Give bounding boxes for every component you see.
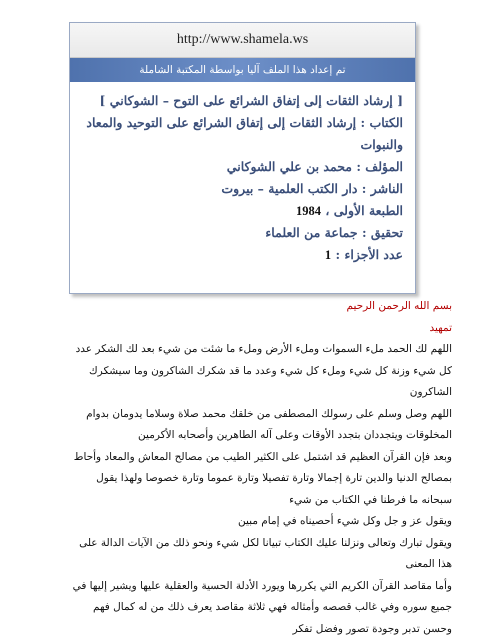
text-line: وأما مقاصد القرآن الكريم التي يكررها ويورد الأدلة الحسية والعقلية عليها ويشير إليها في	[72, 579, 452, 592]
text-line: كل شيء وزنة كل شيء وملء كل شيء وعدد ما قد شكرك الشاكرون وما سيشكرك	[89, 364, 452, 377]
text-line: ويقول تبارك وتعالى ونزلنا عليك الكتاب تبيانا لكل شيء ونحو ذلك من الآيات الدالة على	[79, 536, 452, 549]
author-line: المؤلف : محمد بن علي الشوكاني	[226, 159, 403, 174]
text-line: هذا المعنى	[405, 558, 452, 570]
book-metadata	[70, 82, 415, 266]
text-line: الشاكرون	[409, 386, 452, 398]
edition-line	[80, 200, 403, 222]
book-name-line: الكتاب : إرشاد الثقات إلى إتفاق الشرائع على التوحيد والمعاد	[86, 115, 403, 130]
text-line: وحسن تدبر وجودة تصور وفضل تفكر	[292, 622, 452, 635]
book-title-line: [ إرشاد الثقات إلى إتفاق الشرائع على التوح – الشوكاني ]	[99, 93, 403, 108]
text-line: سبحانه ما فرطنا في الكتاب من شيء	[289, 493, 452, 506]
text-line: وبعد فإن القرآن العظيم قد اشتمل على الكثير الطيب من مصالح المعاش والمعاد وأحاط	[73, 450, 452, 463]
text-line: اللهم وصل وسلم على رسولك المصطفى من خلقك محمد صلاة وسلاما يدومان بدوام	[86, 407, 452, 420]
text-line: جميع سوره وفي غالب قصصه وأمثاله فهي ثلاثة مقاصد يعرف ذلك من له كمال فهم	[92, 601, 452, 613]
edition-year: 1984	[295, 204, 321, 218]
generated-note-banner: تم إعداد هذا الملف آليا بواسطة المكتبة الشاملة	[70, 58, 415, 82]
editor-line: تحقيق : جماعة من العلماء	[265, 225, 403, 240]
parts-value: 1	[324, 248, 332, 262]
book-name-line-cont: والنبوات	[360, 137, 403, 152]
site-url[interactable]: http://www.shamela.ws	[70, 23, 415, 58]
text-line: ويقول عز و جل وكل شيء أحصيناه في إمام مبين	[238, 515, 452, 527]
book-info-box	[69, 22, 416, 294]
parts-label: عدد الأجزاء :	[335, 247, 403, 262]
edition-label: الطبعة الأولى ،	[325, 203, 403, 218]
parts-line	[80, 244, 403, 266]
body-text	[24, 339, 452, 640]
section-heading: تمهيد	[429, 321, 452, 334]
basmala: بسم الله الرحمن الرحيم	[346, 300, 452, 312]
publisher-line: الناشر : دار الكتب العلمية – بيروت	[221, 181, 403, 196]
text-line: بمصالح الدنيا والدين تارة إجمالا وتارة تفصيلا وتارة عموما وتارة خصوصا ولهذا يقول	[96, 472, 452, 484]
text-line: اللهم لك الحمد ملء السموات وملء الأرض وملء ما شئت من شيء بعد لك الشكر عدد	[75, 343, 452, 355]
document-body	[24, 296, 452, 640]
text-line: المخلوقات ويتجددان بتجدد الأوقات وعلى آله الطاهرين وأصحابه الأكرمين	[138, 429, 452, 441]
